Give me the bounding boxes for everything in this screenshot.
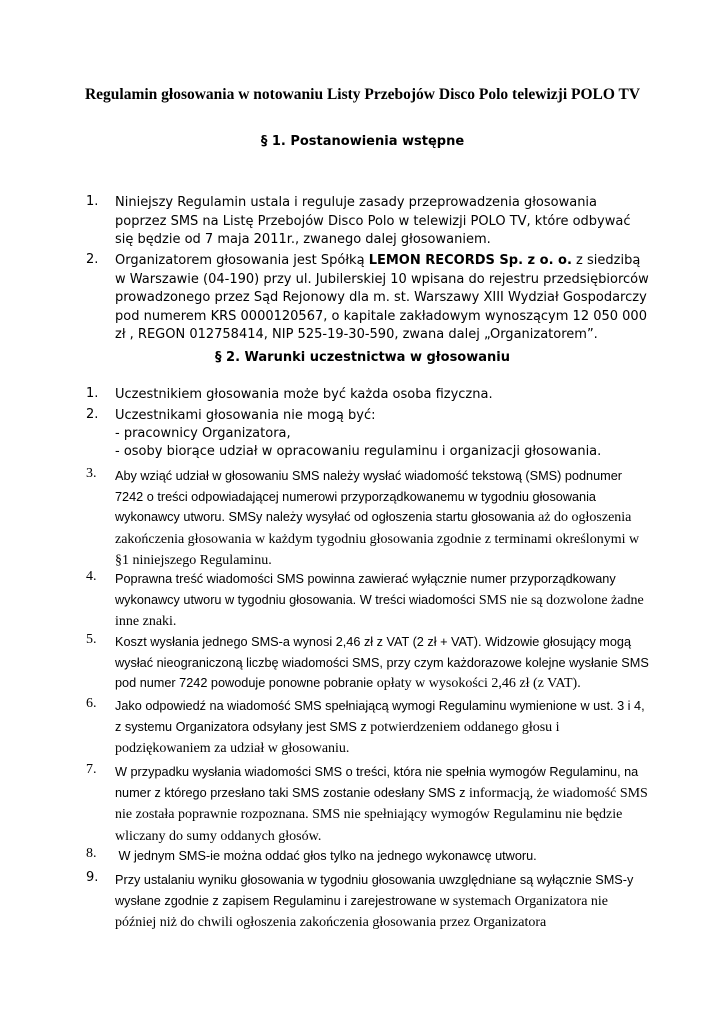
- item-number: 2.: [86, 252, 99, 267]
- item-line: Uczestnikami głosowania nie mogą być:: [115, 408, 376, 423]
- item-text: [115, 252, 650, 345]
- item-text: [115, 569, 650, 633]
- item-text: [115, 407, 650, 461]
- item-text-part: opłaty w wysokości 2,46 zł (z VAT).: [373, 676, 581, 691]
- item-text-part: Przy ustalaniu wyniku głosowania w tygodniu głosowania uwzględniane są wyłącznie SMS-y wysłane zgodnie z zapisem Regulaminu i zarejestrowane w: [115, 873, 634, 908]
- item-text: Niniejszy Regulamin ustala i reguluje zasady przeprowadzenia głosowania poprzez SMS na Listę Przebojów Disco Polo w telewizji POLO TV, które odbywać się będzie od 7 maja 2011r., zwanego dalej głosowaniem.: [115, 195, 631, 247]
- item-text-part: informacją, że wiadomość SMS nie została poprawnie rozpoznana. SMS nie spełniający wymogów Regulaminu nie będzie wliczany do sumy oddanych głosów.: [115, 785, 648, 844]
- item-text-before: Organizatorem głosowania jest Spółką: [115, 253, 369, 268]
- document-title: Regulamin głosowania w notowaniu Listy Przebojów Disco Polo telewizji POLO TV: [84, 86, 641, 103]
- item-number: 3.: [86, 466, 97, 481]
- item-number: 7.: [86, 762, 97, 777]
- item-number: 9.: [86, 870, 99, 885]
- item-text-part: Aby wziąć udział w głosowaniu SMS należy wysłać wiadomość tekstową (SMS) podnumer 7242 o treści odpowiadającej numerowi przyporządkowanemu w tygodniu głosowania wykonawcy utworu. SMSy należy wysyłać od ogłoszenia startu głosowania: [115, 469, 622, 524]
- item-text: [115, 762, 650, 847]
- item-text-part: potwierdzeniem oddanego głosu i podziękowaniem za udział w głosowaniu.: [115, 719, 560, 756]
- item-number: 6.: [86, 696, 97, 711]
- item-text-part: Jako odpowiedź na wiadomość SMS spełniającą wymogi Regulaminu wymienione w ust. 3 i 4, z systemu Organizatora odsyłany jest SMS z: [115, 699, 645, 734]
- item-text: Uczestnikiem głosowania może być każda osoba fizyczna.: [115, 387, 493, 402]
- item-line: - pracownicy Organizatora,: [115, 426, 291, 441]
- item-text-after: z siedzibą w Warszawie (04-190) przy ul. Jubilerskiej 10 wpisana do rejestru przedsiębiorców prowadzonego przez Sąd Rejonowy dla m. st. Warszawy XIII Wydział Gospodarczy pod numerem KRS 0000120567, o kapitale zakładowym wynoszącym 12 050 000 zł , REGON 012758414, NIP 525-19-30-590, zwana dalej „Organizatorem”.: [115, 253, 649, 342]
- section-1-heading: § 1. Postanowienia wstępne: [260, 134, 465, 149]
- item-text-part: SMS nie są dozwolone żadne inne znaki.: [115, 592, 644, 629]
- item-number: 1.: [86, 194, 99, 209]
- item-number: 8.: [86, 846, 97, 861]
- item-text-part: W przypadku wysłania wiadomości SMS o treści, która nie spełnia wymogów Regulaminu, na numer z którego przesłano taki SMS zostanie odesłany SMS z: [115, 765, 639, 800]
- item-text: [115, 870, 650, 934]
- item-text: [115, 632, 650, 695]
- item-number: 1.: [86, 386, 99, 401]
- item-line: - osoby biorące udział w opracowaniu regulaminu i organizacji głosowania.: [115, 444, 602, 459]
- item-text-part: systemach Organizatora nie później niż do chwili ogłoszenia zakończenia głosowania przez Organizatora: [115, 893, 609, 930]
- item-text-part: aż do ogłoszenia zakończenia głosowania w każdym tygodniu głosowania zgodnie z terminami określonymi w §1 niniejszego Regulaminu.: [115, 510, 640, 568]
- company-name: LEMON RECORDS Sp. z o. o.: [368, 253, 572, 268]
- item-number: 4.: [86, 569, 97, 584]
- item-text-part: Koszt wysłania jednego SMS-a wynosi 2,46 zł z VAT (2 zł + VAT). Widzowie głosujący mogą wysłać nieograniczoną liczbę wiadomości SMS, przy czym każdorazowe kolejne wysłanie SMS pod numer 7242 powoduje ponowne pobranie: [115, 635, 649, 690]
- item-text: [115, 466, 650, 572]
- section-2-heading: § 2. Warunki uczestnictwa w głosowaniu: [215, 350, 510, 365]
- item-number: 5.: [86, 632, 97, 647]
- item-text: W jednym SMS-ie można oddać głos tylko na jednego wykonawcę utworu.: [115, 849, 537, 863]
- item-text-part: Poprawna treść wiadomości SMS powinna zawierać wyłącznie numer przyporządkowany wykonawcy utworu w tygodniu głosowania. W treści wiadomości: [115, 572, 616, 607]
- item-number: 2.: [86, 407, 99, 422]
- item-text: [115, 696, 650, 760]
